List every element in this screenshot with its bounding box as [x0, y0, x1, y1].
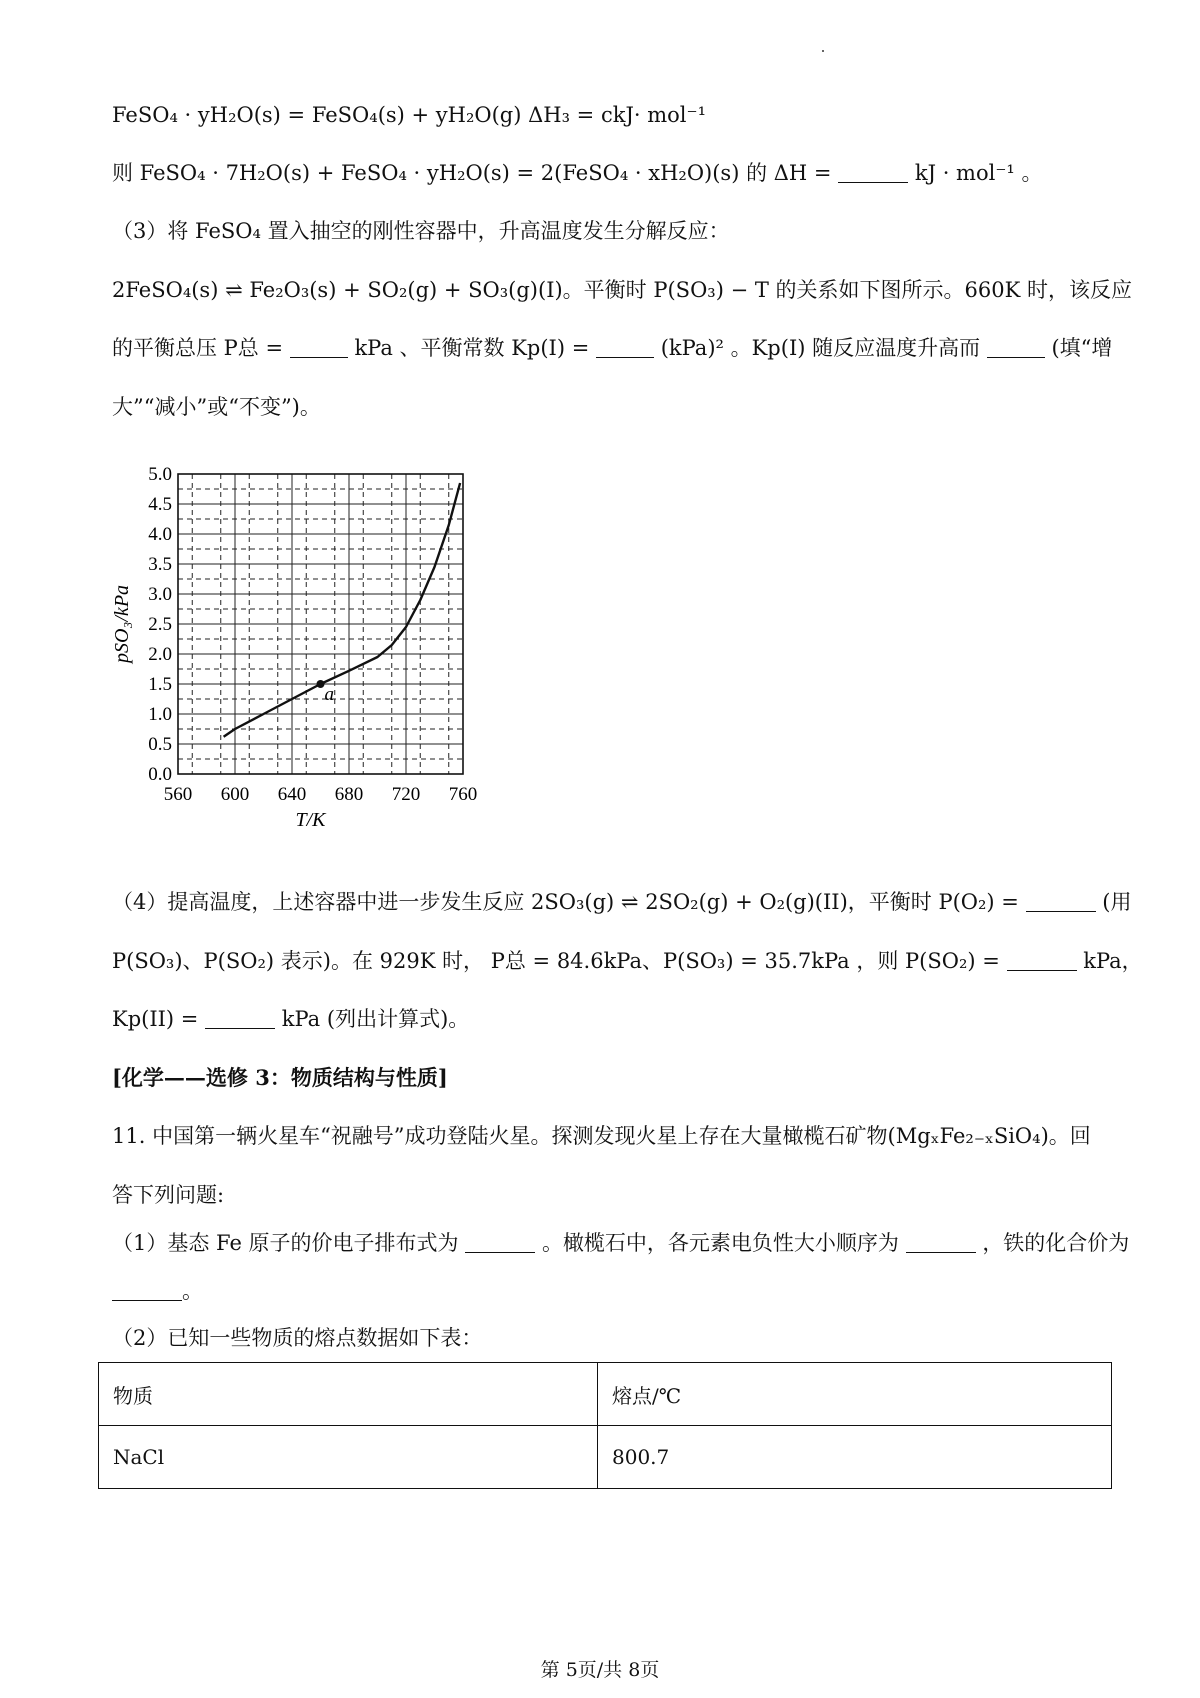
delta-h-text: 则 FeSO₄ · 7H₂O(s) + FeSO₄ · yH₂O(s) = 2(FeSO₄ · xH₂O)(s) 的 ΔH = [112, 161, 832, 185]
question-3-reaction [112, 275, 1132, 305]
question-11-line-2 [112, 1180, 1110, 1210]
y-tick-label: 0.5 [148, 734, 172, 755]
answer-blank[interactable] [596, 337, 654, 358]
kp-ii-label: Kp(II) = [112, 1007, 199, 1031]
answer-blank[interactable] [906, 1232, 976, 1253]
question-3-text: （3）将 FeSO₄ 置入抽空的刚性容器中，升高温度发生分解反应： [112, 219, 730, 243]
y-tick-label: 4.0 [148, 524, 172, 545]
y-tick-label: 3.0 [148, 584, 172, 605]
equation-line-1 [112, 100, 1110, 130]
answer-blank[interactable] [112, 1280, 182, 1301]
table-row [99, 1426, 1112, 1489]
table-cell: 800.7 [598, 1426, 1112, 1489]
question-11-line-1 [112, 1121, 1110, 1151]
y-tick-label: 4.5 [148, 494, 172, 515]
question-11-2 [112, 1323, 1110, 1353]
table-header-cell: 熔点/℃ [598, 1363, 1112, 1426]
reaction-text: 2FeSO₄(s) ⇌ Fe₂O₃(s) + SO₂(g) + SO₃(g)(I)。平衡时 P(SO₃) − T 的关系如下图所示。660K 时，该反应 [112, 278, 1132, 302]
melting-point-table [98, 1362, 1112, 1489]
kp-ii-unit: kPa (列出计算式)。 [281, 1007, 470, 1031]
x-tick-label: 560 [163, 784, 193, 805]
x-tick-label: 640 [277, 784, 307, 805]
question-11-1 [112, 1228, 1130, 1258]
question-4-line-3 [112, 1004, 1110, 1034]
pso3-temperature-chart [108, 464, 538, 874]
question-4-line-1 [112, 887, 1132, 917]
electron-config-label: （1）基态 Fe 原子的价电子排布式为 [112, 1231, 459, 1255]
answer-blank[interactable] [465, 1232, 535, 1253]
fill-hint: (填“增 [1051, 336, 1113, 360]
x-tick-label: 680 [334, 784, 364, 805]
question-11-2-text: （2）已知一些物质的熔点数据如下表： [112, 1326, 483, 1350]
point-a-label: a [324, 684, 334, 705]
equation-text: FeSO₄ · yH₂O(s) = FeSO₄(s) + yH₂O(g) ΔH₃ = ckJ· mol⁻¹ [112, 103, 706, 127]
question-3-blanks [112, 333, 1113, 363]
speck [822, 50, 824, 52]
x-axis-label: T/K [295, 809, 326, 831]
x-tick-label: 760 [448, 784, 478, 805]
kp-trend-label: (kPa)² 。Kp(I) 随反应温度升高而 [660, 336, 981, 360]
question-4-hint: (用 [1102, 890, 1132, 914]
question-4-conditions: P(SO₃)、P(SO₂) 表示)。在 929K 时， P总 = 84.6kPa、P(SO₃) = 35.7kPa ，则 P(SO₂) = [112, 949, 1000, 973]
x-tick-label: 600 [220, 784, 250, 805]
answer-blank[interactable] [290, 337, 348, 358]
question-4-line-2 [112, 946, 1143, 976]
delta-h-line [112, 158, 1110, 188]
table-header-row [99, 1363, 1112, 1426]
period-mark: 。 [182, 1279, 203, 1303]
y-tick-label: 1.0 [148, 704, 172, 725]
y-tick-label: 5.0 [148, 464, 172, 485]
delta-h-unit: kJ · mol⁻¹ 。 [914, 161, 1043, 185]
question-11-1-cont [112, 1276, 1110, 1306]
fill-options-line [112, 392, 1110, 422]
y-axis-label: pSO₃/kPa [111, 584, 133, 664]
x-tick-label: 720 [391, 784, 421, 805]
answer-blank[interactable] [1026, 891, 1096, 912]
point-a-marker [317, 680, 325, 688]
valence-label: ，铁的化合价为 [982, 1231, 1130, 1255]
question-4-text: （4）提高温度，上述容器中进一步发生反应 2SO₃(g) ⇌ 2SO₂(g) + O₂(g)(II)，平衡时 P(O₂) = [112, 890, 1019, 914]
section-heading [112, 1063, 1110, 1093]
answer-blank[interactable] [205, 1008, 275, 1029]
electronegativity-label: 。橄榄石中，各元素电负性大小顺序为 [541, 1231, 899, 1255]
section-heading-text: [化学——选修 3：物质结构与性质] [112, 1065, 448, 1090]
answer-blank[interactable] [838, 162, 908, 183]
y-tick-label: 1.5 [148, 674, 172, 695]
y-tick-label: 0.0 [148, 764, 172, 785]
table-header-cell: 物质 [99, 1363, 598, 1426]
total-pressure-label: 的平衡总压 P总 = [112, 336, 284, 360]
question-3-intro [112, 216, 1110, 246]
answer-blank[interactable] [1007, 950, 1077, 971]
table-cell: NaCl [99, 1426, 598, 1489]
chart-svg [108, 464, 538, 874]
question-11-prompt: 答下列问题: [112, 1183, 225, 1207]
question-11-text: 11. 中国第一辆火星车“祝融号”成功登陆火星。探测发现火星上存在大量橄榄石矿物(MgₓFe₂₋ₓSiO₄)。回 [112, 1124, 1091, 1148]
fill-options-text: 大”“减小”或“不变”)。 [112, 395, 321, 419]
kp-label: kPa 、平衡常数 Kp(I) = [354, 336, 590, 360]
y-tick-label: 2.5 [148, 614, 172, 635]
y-tick-label: 3.5 [148, 554, 172, 575]
page-footer: 第 5页/共 8页 [540, 1659, 660, 1681]
question-4-unit: kPa， [1083, 949, 1143, 973]
y-tick-label: 2.0 [148, 644, 172, 665]
answer-blank[interactable] [987, 337, 1045, 358]
